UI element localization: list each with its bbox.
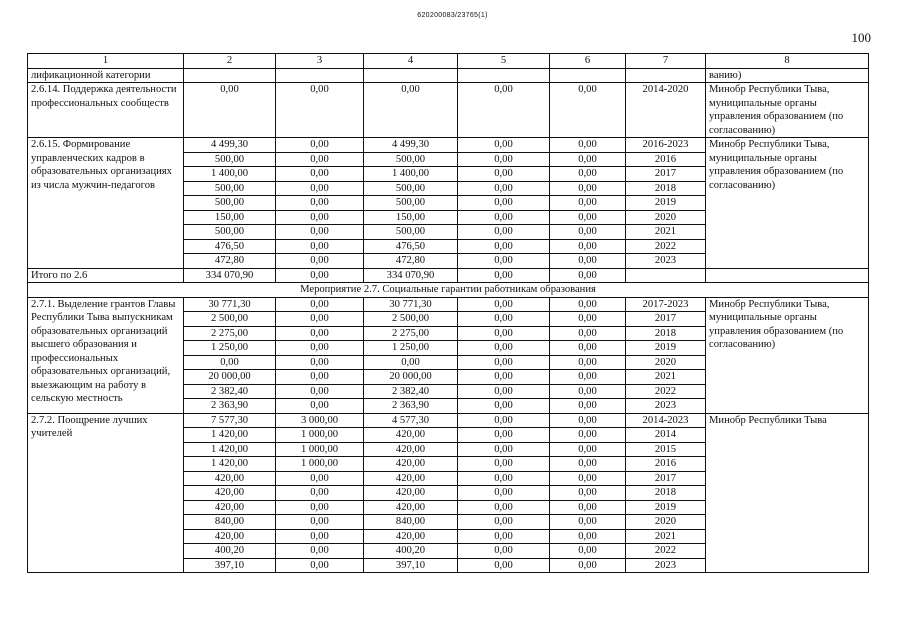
value-cell: 0,00 (276, 370, 364, 385)
value-cell: 0,00 (458, 268, 550, 283)
value-cell: 20 000,00 (364, 370, 458, 385)
value-cell: 500,00 (364, 225, 458, 240)
value-cell: 0,00 (550, 515, 626, 530)
value-cell: 840,00 (364, 515, 458, 530)
period-cell: 2018 (626, 486, 706, 501)
period-cell: 2018 (626, 181, 706, 196)
period-cell: 2017-2023 (626, 297, 706, 312)
value-cell: 0,00 (276, 544, 364, 559)
header-cell: 2 (184, 54, 276, 69)
value-cell: 1 400,00 (364, 167, 458, 182)
value-cell: 0,00 (276, 254, 364, 269)
value-cell: 0,00 (458, 297, 550, 312)
period-cell: 2014-2020 (626, 83, 706, 138)
activity-name: 2.6.15. Формирование управленческих кадров в образовательных организациях из числа мужчин-педагогов (28, 138, 184, 269)
empty-cell (458, 68, 550, 83)
value-cell: 1 000,00 (276, 442, 364, 457)
value-cell: 840,00 (184, 515, 276, 530)
value-cell: 0,00 (458, 399, 550, 414)
value-cell: 0,00 (550, 196, 626, 211)
value-cell: 30 771,30 (184, 297, 276, 312)
value-cell: 0,00 (550, 138, 626, 153)
value-cell: 0,00 (458, 457, 550, 472)
period-cell: 2019 (626, 341, 706, 356)
executor-cell: Минобр Республики Тыва, муниципальные органы управления образованием (по согласованию) (706, 83, 869, 138)
value-cell: 0,00 (184, 83, 276, 138)
value-cell: 472,80 (364, 254, 458, 269)
period-cell: 2014-2023 (626, 413, 706, 428)
value-cell: 1 250,00 (184, 341, 276, 356)
value-cell: 397,10 (364, 558, 458, 573)
period-cell: 2023 (626, 558, 706, 573)
value-cell: 0,00 (458, 486, 550, 501)
value-cell: 0,00 (276, 138, 364, 153)
value-cell: 0,00 (550, 471, 626, 486)
total-label: Итого по 2.6 (28, 268, 184, 283)
value-cell: 0,00 (184, 355, 276, 370)
value-cell: 0,00 (458, 196, 550, 211)
value-cell: 0,00 (276, 515, 364, 530)
total-row (28, 268, 869, 283)
document-id: 620200083/23765(1) (417, 12, 488, 19)
value-cell: 0,00 (458, 326, 550, 341)
value-cell: 2 363,90 (184, 399, 276, 414)
value-cell: 0,00 (276, 500, 364, 515)
empty-cell (276, 68, 364, 83)
value-cell: 0,00 (550, 83, 626, 138)
period-cell: 2020 (626, 355, 706, 370)
value-cell: 420,00 (364, 457, 458, 472)
value-cell: 397,10 (184, 558, 276, 573)
period-cell: 2022 (626, 384, 706, 399)
value-cell: 1 420,00 (184, 428, 276, 443)
section-row (28, 283, 869, 298)
period-cell: 2017 (626, 312, 706, 327)
value-cell: 500,00 (184, 152, 276, 167)
value-cell: 2 382,40 (184, 384, 276, 399)
value-cell: 500,00 (184, 196, 276, 211)
value-cell: 0,00 (276, 152, 364, 167)
period-cell: 2020 (626, 210, 706, 225)
period-cell: 2019 (626, 196, 706, 211)
value-cell: 0,00 (458, 355, 550, 370)
value-cell: 2 500,00 (364, 312, 458, 327)
section-title: Мероприятие 2.7. Социальные гарантии работникам образования (28, 283, 869, 298)
value-cell: 0,00 (364, 355, 458, 370)
value-cell: 500,00 (364, 181, 458, 196)
value-cell: 3 000,00 (276, 413, 364, 428)
executor-cell: ванию) (706, 68, 869, 83)
header-cell: 3 (276, 54, 364, 69)
continuation-row (28, 68, 869, 83)
value-cell: 0,00 (276, 297, 364, 312)
page-number: 100 (851, 30, 871, 45)
value-cell: 420,00 (364, 442, 458, 457)
value-cell: 0,00 (550, 297, 626, 312)
value-cell: 0,00 (276, 326, 364, 341)
value-cell: 0,00 (550, 558, 626, 573)
activity-name: 2.7.2. Поощрение лучших учителей (28, 413, 184, 573)
value-cell: 400,20 (364, 544, 458, 559)
activity-name: лификационной категории (28, 68, 184, 83)
value-cell: 0,00 (550, 254, 626, 269)
value-cell: 0,00 (550, 384, 626, 399)
header-row (28, 54, 869, 69)
value-cell: 1 420,00 (184, 457, 276, 472)
value-cell: 150,00 (184, 210, 276, 225)
value-cell: 0,00 (550, 239, 626, 254)
value-cell: 150,00 (364, 210, 458, 225)
value-cell: 7 577,30 (184, 413, 276, 428)
value-cell: 0,00 (276, 210, 364, 225)
period-cell: 2020 (626, 515, 706, 530)
header-cell: 7 (626, 54, 706, 69)
value-cell: 2 382,40 (364, 384, 458, 399)
value-cell: 0,00 (458, 384, 550, 399)
value-cell: 0,00 (276, 529, 364, 544)
value-cell: 0,00 (550, 442, 626, 457)
value-cell: 20 000,00 (184, 370, 276, 385)
value-cell: 334 070,90 (364, 268, 458, 283)
value-cell: 0,00 (276, 399, 364, 414)
value-cell: 1 420,00 (184, 442, 276, 457)
value-cell: 334 070,90 (184, 268, 276, 283)
period-cell: 2019 (626, 500, 706, 515)
value-cell: 0,00 (550, 457, 626, 472)
value-cell: 0,00 (276, 486, 364, 501)
activity-name: 2.7.1. Выделение грантов Главы Республики Тыва выпускникам образовательных организаций высшего образования и профессиональных образовательных организаций, выезжающим на работу в сельскую местность (28, 297, 184, 413)
value-cell: 476,50 (364, 239, 458, 254)
period-cell: 2016-2023 (626, 138, 706, 153)
value-cell: 420,00 (364, 471, 458, 486)
value-cell: 1 250,00 (364, 341, 458, 356)
value-cell: 0,00 (458, 500, 550, 515)
value-cell: 472,80 (184, 254, 276, 269)
value-cell: 0,00 (276, 312, 364, 327)
value-cell: 0,00 (458, 254, 550, 269)
value-cell: 420,00 (184, 529, 276, 544)
period-cell: 2015 (626, 442, 706, 457)
period-cell: 2017 (626, 167, 706, 182)
value-cell: 0,00 (550, 370, 626, 385)
value-cell: 500,00 (184, 181, 276, 196)
activity-name: 2.6.14. Поддержка деятельности профессиональных сообществ (28, 83, 184, 138)
value-cell: 400,20 (184, 544, 276, 559)
value-cell: 420,00 (364, 529, 458, 544)
empty-cell (626, 268, 706, 283)
value-cell: 0,00 (458, 471, 550, 486)
program-table (27, 53, 869, 573)
value-cell: 420,00 (184, 471, 276, 486)
value-cell: 500,00 (364, 196, 458, 211)
table-row (28, 138, 869, 153)
value-cell: 0,00 (458, 83, 550, 138)
value-cell: 0,00 (550, 326, 626, 341)
value-cell: 0,00 (550, 181, 626, 196)
header-cell: 1 (28, 54, 184, 69)
value-cell: 0,00 (458, 413, 550, 428)
value-cell: 1 000,00 (276, 428, 364, 443)
value-cell: 0,00 (458, 181, 550, 196)
period-cell: 2022 (626, 544, 706, 559)
header-cell: 5 (458, 54, 550, 69)
value-cell: 0,00 (364, 83, 458, 138)
period-cell: 2023 (626, 254, 706, 269)
value-cell: 420,00 (364, 428, 458, 443)
table-row (28, 413, 869, 428)
value-cell: 420,00 (364, 500, 458, 515)
value-cell: 0,00 (276, 355, 364, 370)
value-cell: 2 275,00 (184, 326, 276, 341)
value-cell: 0,00 (458, 442, 550, 457)
value-cell: 0,00 (458, 312, 550, 327)
value-cell: 0,00 (276, 225, 364, 240)
period-cell: 2023 (626, 399, 706, 414)
value-cell: 0,00 (458, 370, 550, 385)
period-cell: 2016 (626, 457, 706, 472)
value-cell: 0,00 (458, 138, 550, 153)
table-row (28, 83, 869, 138)
value-cell: 0,00 (276, 83, 364, 138)
executor-cell: Минобр Республики Тыва, муниципальные органы управления образованием (по согласованию) (706, 138, 869, 269)
value-cell: 420,00 (184, 486, 276, 501)
value-cell: 0,00 (276, 341, 364, 356)
value-cell: 420,00 (184, 500, 276, 515)
value-cell: 0,00 (458, 558, 550, 573)
value-cell: 0,00 (550, 341, 626, 356)
empty-cell (706, 268, 869, 283)
header-cell: 4 (364, 54, 458, 69)
value-cell: 0,00 (550, 355, 626, 370)
value-cell: 0,00 (276, 268, 364, 283)
value-cell: 0,00 (550, 312, 626, 327)
value-cell: 0,00 (458, 544, 550, 559)
value-cell: 0,00 (458, 152, 550, 167)
table-row (28, 297, 869, 312)
value-cell: 476,50 (184, 239, 276, 254)
value-cell: 0,00 (550, 486, 626, 501)
value-cell: 2 500,00 (184, 312, 276, 327)
period-cell: 2017 (626, 471, 706, 486)
empty-cell (184, 68, 276, 83)
period-cell: 2021 (626, 529, 706, 544)
header-cell: 8 (706, 54, 869, 69)
period-cell: 2022 (626, 239, 706, 254)
value-cell: 4 499,30 (184, 138, 276, 153)
value-cell: 0,00 (276, 558, 364, 573)
value-cell: 4 499,30 (364, 138, 458, 153)
value-cell: 0,00 (276, 181, 364, 196)
value-cell: 0,00 (458, 239, 550, 254)
value-cell: 0,00 (550, 399, 626, 414)
value-cell: 0,00 (458, 529, 550, 544)
period-cell: 2014 (626, 428, 706, 443)
value-cell: 1 400,00 (184, 167, 276, 182)
value-cell: 30 771,30 (364, 297, 458, 312)
value-cell: 0,00 (458, 515, 550, 530)
value-cell: 0,00 (550, 529, 626, 544)
value-cell: 0,00 (550, 268, 626, 283)
value-cell: 0,00 (550, 428, 626, 443)
value-cell: 420,00 (364, 486, 458, 501)
value-cell: 500,00 (364, 152, 458, 167)
empty-cell (550, 68, 626, 83)
executor-cell: Минобр Республики Тыва, муниципальные органы управления образованием (по согласованию) (706, 297, 869, 413)
value-cell: 0,00 (276, 471, 364, 486)
value-cell: 2 275,00 (364, 326, 458, 341)
period-cell: 2016 (626, 152, 706, 167)
period-cell: 2021 (626, 370, 706, 385)
value-cell: 1 000,00 (276, 457, 364, 472)
value-cell: 4 577,30 (364, 413, 458, 428)
empty-cell (364, 68, 458, 83)
header-cell: 6 (550, 54, 626, 69)
period-cell: 2018 (626, 326, 706, 341)
value-cell: 0,00 (276, 384, 364, 399)
value-cell: 0,00 (550, 544, 626, 559)
value-cell: 0,00 (550, 500, 626, 515)
value-cell: 0,00 (276, 196, 364, 211)
value-cell: 0,00 (458, 341, 550, 356)
empty-cell (626, 68, 706, 83)
value-cell: 0,00 (458, 225, 550, 240)
executor-cell: Минобр Республики Тыва (706, 413, 869, 573)
value-cell: 0,00 (550, 225, 626, 240)
value-cell: 0,00 (458, 428, 550, 443)
value-cell: 0,00 (276, 167, 364, 182)
period-cell: 2021 (626, 225, 706, 240)
value-cell: 0,00 (458, 210, 550, 225)
value-cell: 0,00 (550, 167, 626, 182)
value-cell: 0,00 (458, 167, 550, 182)
value-cell: 0,00 (276, 239, 364, 254)
value-cell: 500,00 (184, 225, 276, 240)
value-cell: 2 363,90 (364, 399, 458, 414)
value-cell: 0,00 (550, 210, 626, 225)
value-cell: 0,00 (550, 152, 626, 167)
value-cell: 0,00 (550, 413, 626, 428)
